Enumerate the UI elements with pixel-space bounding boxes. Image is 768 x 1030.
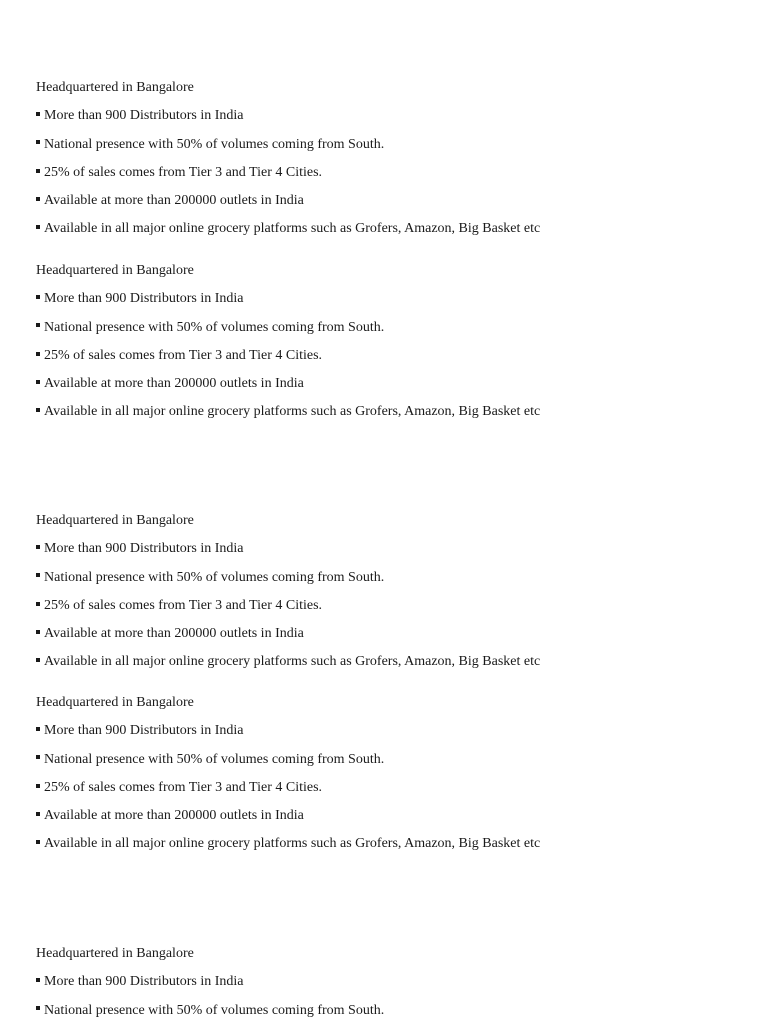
bullet-text: More than 900 Distributors in India xyxy=(44,974,244,990)
bullet-text: 25% of sales comes from Tier 3 and Tier 4 Cities. xyxy=(44,164,323,180)
square-bullet-icon xyxy=(36,727,40,731)
bullet-text: More than 900 Distributors in India xyxy=(44,108,244,124)
square-bullet-icon xyxy=(36,169,40,173)
bullet-item xyxy=(36,375,736,403)
text-section xyxy=(36,512,736,682)
bullet-text: Available at more than 200000 outlets in India xyxy=(44,626,304,642)
square-bullet-icon xyxy=(36,784,40,788)
bullet-item xyxy=(36,569,736,597)
text-section xyxy=(36,945,736,1030)
bullet-text: Available in all major online grocery platforms such as Grofers, Amazon, Big Basket etc xyxy=(44,654,541,670)
section-heading: Headquartered in Bangalore xyxy=(36,513,194,528)
bullet-item xyxy=(36,779,736,807)
square-bullet-icon xyxy=(36,1006,40,1010)
square-bullet-icon xyxy=(36,602,40,606)
bullet-item xyxy=(36,164,736,192)
square-bullet-icon xyxy=(36,380,40,384)
bullet-text: Available at more than 200000 outlets in India xyxy=(44,808,304,824)
bullet-item xyxy=(36,220,736,248)
bullet-text: More than 900 Distributors in India xyxy=(44,541,244,557)
square-bullet-icon xyxy=(36,630,40,634)
bullet-item xyxy=(36,403,736,431)
square-bullet-icon xyxy=(36,225,40,229)
bullet-text: National presence with 50% of volumes coming from South. xyxy=(44,751,385,767)
bullet-item xyxy=(36,835,736,863)
bullet-text: More than 900 Distributors in India xyxy=(44,291,244,307)
text-section xyxy=(36,262,736,432)
bullet-text: Available in all major online grocery platforms such as Grofers, Amazon, Big Basket etc xyxy=(44,221,541,237)
bullet-item xyxy=(36,107,736,135)
bullet-item xyxy=(36,722,736,750)
square-bullet-icon xyxy=(36,323,40,327)
square-bullet-icon xyxy=(36,408,40,412)
bullet-text: 25% of sales comes from Tier 3 and Tier 4 Cities. xyxy=(44,597,323,613)
bullet-text: Available in all major online grocery platforms such as Grofers, Amazon, Big Basket etc xyxy=(44,836,541,852)
square-bullet-icon xyxy=(36,978,40,982)
section-heading: Headquartered in Bangalore xyxy=(36,695,194,710)
bullet-item xyxy=(36,540,736,568)
bullet-text: 25% of sales comes from Tier 3 and Tier 4 Cities. xyxy=(44,779,323,795)
square-bullet-icon xyxy=(36,812,40,816)
bullet-item xyxy=(36,290,736,318)
square-bullet-icon xyxy=(36,112,40,116)
section-heading: Headquartered in Bangalore xyxy=(36,263,194,278)
bullet-item xyxy=(36,653,736,681)
bullet-item xyxy=(36,136,736,164)
bullet-item xyxy=(36,597,736,625)
section-heading: Headquartered in Bangalore xyxy=(36,80,194,95)
square-bullet-icon xyxy=(36,140,40,144)
bullet-text: More than 900 Distributors in India xyxy=(44,723,244,739)
bullet-item xyxy=(36,807,736,835)
bullet-text: Available at more than 200000 outlets in India xyxy=(44,376,304,392)
square-bullet-icon xyxy=(36,197,40,201)
square-bullet-icon xyxy=(36,658,40,662)
section-heading: Headquartered in Bangalore xyxy=(36,946,194,961)
bullet-item xyxy=(36,319,736,347)
bullet-text: 25% of sales comes from Tier 3 and Tier 4 Cities. xyxy=(44,347,323,363)
bullet-item xyxy=(36,1002,736,1030)
text-section xyxy=(36,79,736,249)
bullet-text: National presence with 50% of volumes coming from South. xyxy=(44,1002,385,1018)
bullet-text: National presence with 50% of volumes coming from South. xyxy=(44,319,385,335)
bullet-item xyxy=(36,625,736,653)
bullet-text: National presence with 50% of volumes coming from South. xyxy=(44,136,385,152)
bullet-item xyxy=(36,192,736,220)
square-bullet-icon xyxy=(36,840,40,844)
square-bullet-icon xyxy=(36,755,40,759)
bullet-item xyxy=(36,347,736,375)
square-bullet-icon xyxy=(36,352,40,356)
square-bullet-icon xyxy=(36,545,40,549)
bullet-item xyxy=(36,973,736,1001)
bullet-text: Available at more than 200000 outlets in India xyxy=(44,193,304,209)
bullet-item xyxy=(36,751,736,779)
square-bullet-icon xyxy=(36,573,40,577)
bullet-text: Available in all major online grocery platforms such as Grofers, Amazon, Big Basket etc xyxy=(44,404,541,420)
text-section xyxy=(36,694,736,864)
bullet-text: National presence with 50% of volumes coming from South. xyxy=(44,569,385,585)
square-bullet-icon xyxy=(36,295,40,299)
